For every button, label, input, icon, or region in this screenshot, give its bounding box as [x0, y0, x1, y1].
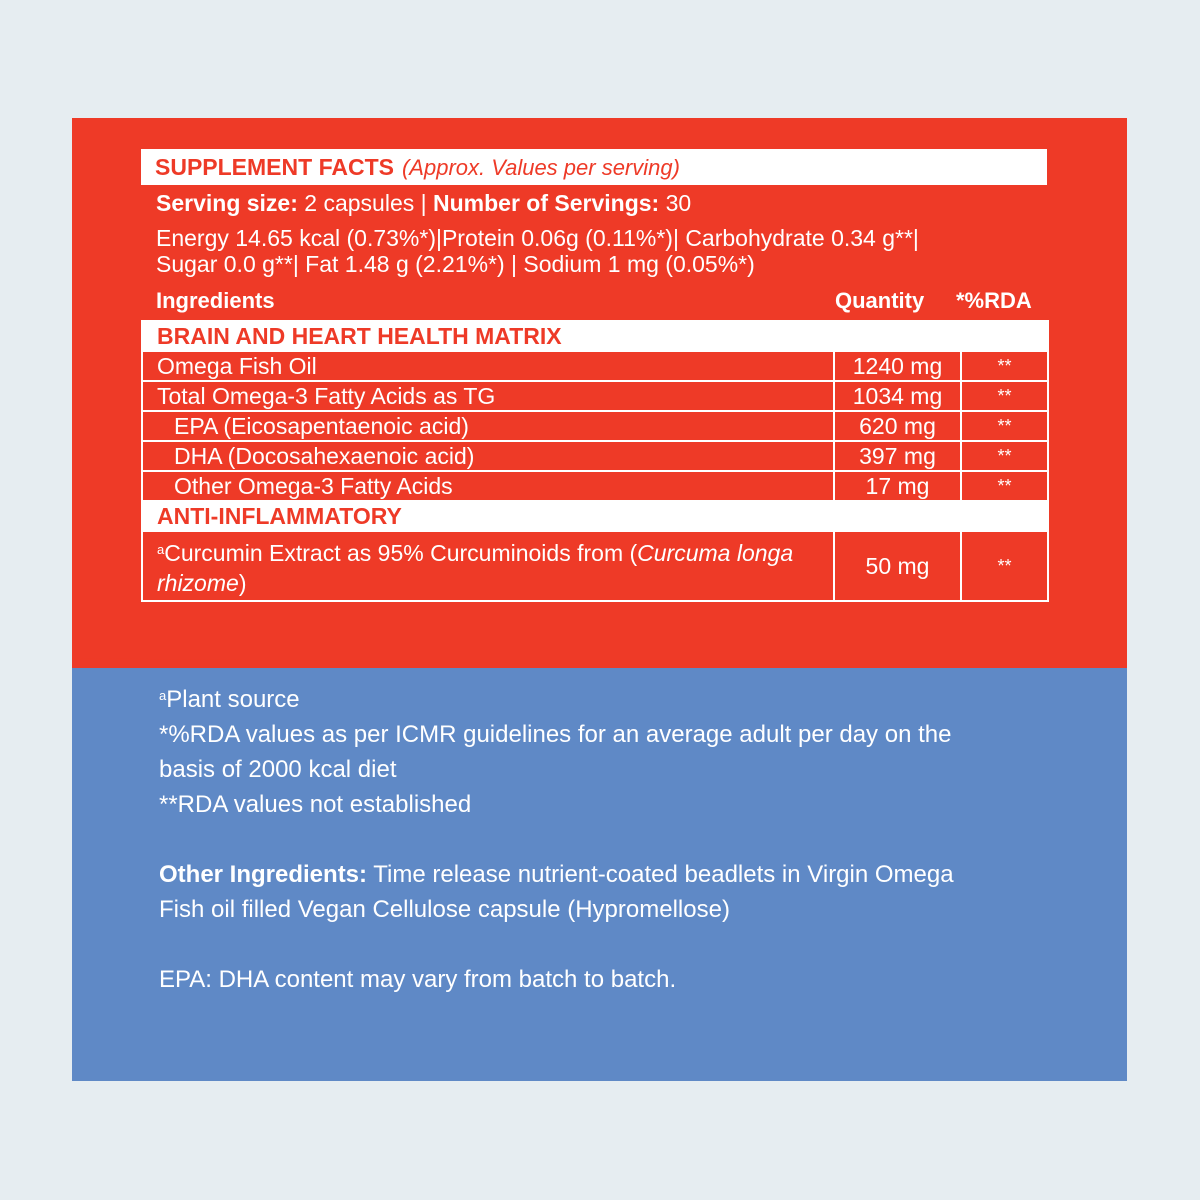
- facts-title-bar: [141, 149, 1047, 185]
- variance-note: EPA: DHA content may vary from batch to batch.: [159, 966, 677, 993]
- ingredient-rda: **: [961, 471, 1048, 501]
- ingredient-quantity: 50 mg: [834, 531, 961, 601]
- facts-subtitle: (Approx. Values per serving): [401, 155, 680, 180]
- section-name: ANTI-INFLAMMATORY: [142, 501, 1048, 531]
- ingredient-name-end: ): [238, 569, 247, 596]
- table-row: [142, 411, 1048, 441]
- ingredient-rda: **: [961, 411, 1048, 441]
- table-row: [142, 441, 1048, 471]
- ingredient-name: EPA (Eicosapentaenoic acid): [142, 411, 834, 441]
- table-row: [142, 351, 1048, 381]
- servings-count-label: Number of Servings:: [433, 190, 660, 216]
- table-row: [142, 531, 1048, 601]
- other-ingredients-text-1: Time release nutrient-coated beadlets in Virgin Omega: [373, 861, 954, 888]
- footnote-not-established: **RDA values not established: [159, 791, 472, 818]
- ingredient-name: [142, 531, 834, 601]
- footnote-rda-line-1: *%RDA values as per ICMR guidelines for an average adult per day on the: [159, 721, 952, 748]
- ingredient-quantity: 17 mg: [834, 471, 961, 501]
- footnotes: [159, 678, 1059, 997]
- servings-count-value: 30: [665, 190, 692, 216]
- ingredient-quantity: 620 mg: [834, 411, 961, 441]
- section-header-row: [142, 501, 1048, 531]
- ingredient-name: Omega Fish Oil: [142, 351, 834, 381]
- section-name: BRAIN AND HEART HEALTH MATRIX: [142, 321, 1048, 351]
- supplement-label: [72, 118, 1127, 1081]
- serving-info: [156, 190, 691, 217]
- column-header-quantity: Quantity: [835, 288, 925, 313]
- other-ingredients-label: Other Ingredients:: [159, 861, 368, 888]
- ingredient-rda: **: [961, 381, 1048, 411]
- footnote-plant-source: [159, 678, 1059, 717]
- plant-source-marker: a: [159, 688, 167, 703]
- facts-panel: [72, 118, 1127, 668]
- serving-size-value: 2 capsules |: [304, 190, 427, 216]
- ingredient-quantity: 1240 mg: [834, 351, 961, 381]
- nutrition-line-1: Energy 14.65 kcal (0.73%*)|Protein 0.06g (0.11%*)| Carbohydrate 0.34 g**|: [156, 225, 919, 251]
- column-header-ingredients: Ingredients: [156, 288, 275, 313]
- ingredient-name: Other Omega-3 Fatty Acids: [142, 471, 834, 501]
- ingredient-rda: **: [961, 441, 1048, 471]
- table-row: [142, 471, 1048, 501]
- ingredient-name: DHA (Docosahexaenoic acid): [142, 441, 834, 471]
- nutrition-line-2: Sugar 0.0 g**| Fat 1.48 g (2.21%*) | Sodium 1 mg (0.05%*): [156, 251, 755, 277]
- ingredient-name-text: Curcumin Extract as 95% Curcuminoids from (: [164, 539, 638, 566]
- facts-title: SUPPLEMENT FACTS: [155, 154, 394, 180]
- ingredient-quantity: 1034 mg: [834, 381, 961, 411]
- ingredient-botanical-name: Curcuma longa rhizome: [157, 539, 794, 596]
- ingredient-name: Total Omega-3 Fatty Acids as TG: [142, 381, 834, 411]
- ingredient-rda: **: [961, 351, 1048, 381]
- ingredient-quantity: 397 mg: [834, 441, 961, 471]
- section-header-row: [142, 321, 1048, 351]
- ingredient-rda: **: [961, 531, 1048, 601]
- footnote-plant-text: Plant source: [166, 686, 300, 713]
- other-ingredients-line-1: [159, 857, 1059, 892]
- footnote-rda-line-2: basis of 2000 kcal diet: [159, 756, 397, 783]
- ingredients-table: [141, 320, 1049, 602]
- table-row: [142, 381, 1048, 411]
- serving-size-label: Serving size:: [156, 190, 298, 216]
- other-ingredients-line-2: Fish oil filled Vegan Cellulose capsule (Hypromellose): [159, 896, 730, 923]
- plant-source-marker: a: [157, 541, 165, 557]
- column-header-rda: *%RDA: [956, 288, 1032, 313]
